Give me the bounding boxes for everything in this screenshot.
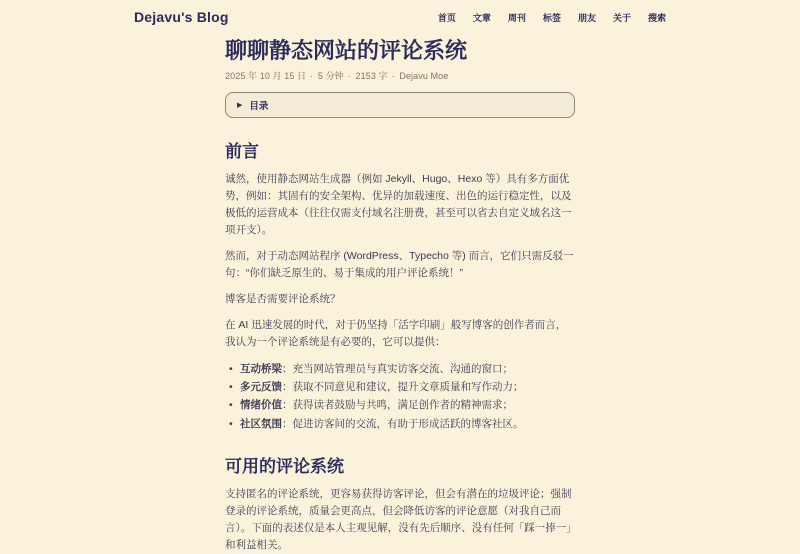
- list-item: [240, 360, 575, 378]
- list-item-term: 情绪价值: [240, 399, 282, 412]
- section-foreword: [225, 137, 575, 432]
- list-item-colon: ：: [282, 417, 293, 430]
- list-item: [240, 396, 575, 414]
- paragraph: 然而，对于动态网站程序 (WordPress、Typecho 等) 而言，它们只需反驳一句：“你们缺乏原生的、易于集成的用户评论系统！”: [225, 250, 574, 280]
- site-header: [134, 0, 666, 25]
- toc-label: 目录: [249, 101, 269, 113]
- toc-collapsed-arrow-icon: ▶: [237, 101, 243, 109]
- list-item-colon: ：: [282, 399, 293, 412]
- nav-item-posts[interactable]: 文章: [472, 12, 491, 23]
- post-author: Dejavu Moe: [399, 71, 449, 82]
- paragraph: 博客是否需要评论系统？: [225, 293, 341, 306]
- list-item-text: 充当网站管理员与真实访客交流、沟通的窗口；: [292, 363, 513, 376]
- nav-item-about[interactable]: 关于: [612, 12, 631, 23]
- list-item-text: 获得读者鼓励与共鸣，满足创作者的精神需求；: [292, 399, 513, 412]
- post-title: 聊聊静态网站的评论系统: [225, 38, 468, 63]
- nav-item-tags[interactable]: 标签: [542, 12, 561, 23]
- meta-separator: ·: [391, 71, 395, 82]
- post-date: 2025 年 10 月 15 日: [225, 71, 307, 82]
- list-item-term: 互动桥梁: [240, 363, 282, 376]
- section-heading: 前言: [225, 142, 259, 162]
- list-item-term: 多元反馈: [240, 381, 282, 394]
- section-heading: 可用的评论系统: [225, 456, 344, 476]
- toc-toggle[interactable]: [225, 92, 575, 118]
- list-item-colon: ：: [282, 381, 293, 394]
- paragraph: 诚然，使用静态网站生成器（例如 Jekyll、Hugo、Hexo 等）具有多方面优势，例如：其固有的安全架构、优异的加载速度、出色的运行稳定性，以及极低的运营成本（往往仅需支付域名注册费，甚至可以省去自定义域名这一项开支）。: [225, 173, 572, 237]
- post-meta: [225, 69, 575, 82]
- meta-separator: ·: [347, 71, 351, 82]
- list-item-text: 获取不同意见和建议，提升文章质量和写作动力；: [292, 381, 524, 394]
- post-read-time: 5 分钟: [317, 71, 344, 82]
- nav-item-search[interactable]: 搜索: [647, 12, 666, 23]
- main-nav: [438, 11, 666, 24]
- site-logo[interactable]: Dejavu's Blog: [134, 9, 229, 25]
- article: [225, 38, 575, 554]
- nav-item-weekly[interactable]: 周刊: [507, 12, 526, 23]
- list-item-colon: ：: [282, 363, 293, 376]
- nav-item-home[interactable]: 首页: [437, 12, 456, 23]
- paragraph: 在 AI 迅速发展的时代，对于仍坚持「活字印刷」般写博客的创作者而言，我认为一个评论系统是有必要的，它可以提供：: [225, 319, 567, 349]
- benefit-list: [225, 360, 575, 432]
- nav-item-friends[interactable]: 朋友: [577, 12, 596, 23]
- post-word-count: 2153 字: [355, 71, 388, 82]
- list-item-text: 促进访客间的交流，有助于形成活跃的博客社区。: [292, 417, 524, 430]
- paragraph: 支持匿名的评论系统，更容易获得访客评论，但会有潜在的垃圾评论；强制登录的评论系统，质量会更高点，但会降低访客的评论意愿（对我自己而言）。下面的表述仅是本人主观见解，没有先后顺序、没有任何「踩一捧一」和利益相关。: [225, 487, 572, 551]
- meta-separator: ·: [310, 71, 314, 82]
- section-available-systems: [225, 452, 575, 554]
- list-item: [240, 415, 575, 433]
- list-item: [240, 378, 575, 396]
- list-item-term: 社区氛围: [240, 417, 282, 430]
